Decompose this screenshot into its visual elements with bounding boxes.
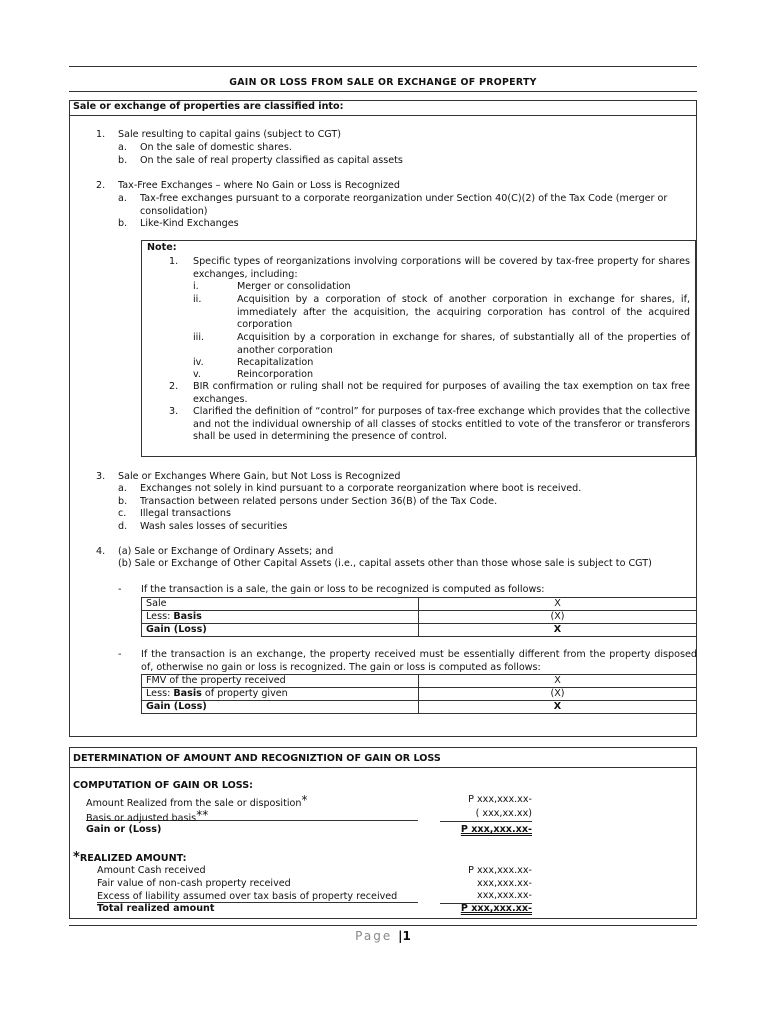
note2-mark: 2.	[169, 381, 179, 392]
determination-rule	[69, 767, 697, 768]
page-title: GAIN OR LOSS FROM SALE OR EXCHANGE OF PROPERTY	[229, 77, 537, 88]
double-asterisk-mark: **	[196, 808, 209, 822]
item1-a-text: On the sale of domestic shares.	[140, 142, 292, 153]
gain-or-loss-value: P xxx,xxx.xx-	[460, 824, 532, 835]
note3-mark: 3.	[169, 406, 179, 417]
item2-a-text: Tax-free exchanges pursuant to a corporate reorganization under Section 40(C)(2) of the Tax Code (merger or consolidation)	[140, 193, 668, 217]
page-separator: |	[398, 929, 403, 943]
table-row	[142, 701, 697, 714]
less-prefix: Less:	[146, 611, 174, 622]
item3-b-text: Transaction between related persons under Section 36(B) of the Tax Code.	[140, 496, 498, 507]
item3-d-text: Wash sales losses of securities	[140, 521, 288, 532]
exchange-gain-loss-label: Gain (Loss)	[142, 701, 419, 714]
note1-mark: 1.	[169, 256, 179, 267]
amount-realized-value: P xxx,xxx.xx-	[468, 794, 532, 805]
item3-c-mark: c.	[118, 508, 127, 519]
exchange-gain-loss-value: X	[419, 701, 697, 714]
less-basis-given-value: (X)	[419, 688, 697, 701]
cash-received-label: Amount Cash received	[97, 865, 206, 876]
total-realized-value: P xxx,xxx.xx-	[460, 903, 532, 914]
sale-label: Sale	[142, 598, 419, 611]
exchange-intro: If the transaction is an exchange, the property received must be essentially different from the property disposed of, otherwise no gain or loss is recognized. The gain or loss is computed as follows:	[141, 649, 697, 673]
basis-row	[86, 808, 418, 824]
item3-a-text: Exchanges not solely in kind pursuant to a corporate reorganization where boot is received.	[140, 483, 582, 494]
heading-rule	[69, 115, 697, 116]
item2-a-mark: a.	[118, 193, 127, 204]
page-footer	[69, 930, 697, 943]
realized-heading: REALIZED AMOUNT:	[79, 853, 187, 864]
noncash-property-label: Fair value of non-cash property received	[97, 878, 291, 889]
item3-c-text: Illegal transactions	[140, 508, 231, 519]
table-row	[142, 675, 697, 688]
basis-text: Basis or adjusted basis	[86, 813, 197, 824]
basis-value: ( xxx,xx.xx)	[440, 808, 532, 822]
note1-i-text: Merger or consolidation	[237, 281, 351, 292]
note3-text: Clarified the definition of “control” for purposes of tax-free exchange which provides that the collective and not the individual ownership of all classes of stocks entitled to vote of the transferor or transferors shall be used in determining the presence of control.	[193, 406, 690, 443]
basis-word: Basis	[173, 611, 202, 622]
footer-rule	[69, 925, 697, 926]
item3-a-mark: a.	[118, 483, 127, 494]
excess-liability-value: xxx,xxx.xx-	[440, 890, 532, 904]
page-number: 1	[402, 929, 411, 943]
item4-number: 4.	[96, 546, 106, 557]
sale-computation-table	[141, 597, 697, 637]
exchange-computation-table	[141, 674, 697, 714]
item1-number: 1.	[96, 129, 106, 140]
gain-loss-label: Gain (Loss)	[142, 624, 419, 637]
cash-received-value: P xxx,xxx.xx-	[468, 865, 532, 876]
less-basis-label	[142, 611, 419, 624]
title-rule	[69, 91, 697, 92]
asterisk-mark: *	[73, 850, 80, 865]
item1-b-mark: b.	[118, 155, 128, 166]
table-row	[142, 611, 697, 624]
total-realized-label: Total realized amount	[97, 903, 215, 914]
fmv-value: X	[419, 675, 697, 688]
item2-b-mark: b.	[118, 218, 128, 229]
note1-iv-mark: iv.	[193, 357, 204, 368]
less-basis-value: (X)	[419, 611, 697, 624]
note1-ii-mark: ii.	[193, 294, 202, 305]
determination-heading: DETERMINATION OF AMOUNT AND RECOGNIZTION OF GAIN OR LOSS	[73, 753, 441, 764]
noncash-property-value: xxx,xxx.xx-	[477, 878, 532, 889]
classification-heading: Sale or exchange of properties are classified into:	[73, 101, 344, 112]
note1-v-text: Reincorporation	[237, 369, 314, 380]
item2-b-text: Like-Kind Exchanges	[140, 218, 239, 229]
gain-or-loss-label: Gain or (Loss)	[86, 824, 162, 835]
note-label: Note:	[147, 242, 177, 253]
item3-b-mark: b.	[118, 496, 128, 507]
item1-b-text: On the sale of real property classified as capital assets	[140, 155, 403, 166]
page-label: Page	[355, 929, 393, 943]
table-row	[142, 624, 697, 637]
item4-line-b: (b) Sale or Exchange of Other Capital Assets (i.e., capital assets other than those whose sale is subject to CGT)	[118, 558, 652, 569]
excess-liability-label: Excess of liability assumed over tax basis of property received	[97, 891, 418, 903]
top-rule	[69, 66, 697, 67]
note1-iii-mark: iii.	[193, 332, 205, 343]
amount-realized-text: Amount Realized from the sale or disposition	[86, 798, 302, 809]
note1-iv-text: Recapitalization	[237, 357, 314, 368]
note1-text: Specific types of reorganizations involving corporations will be covered by tax-free property for shares exchanges, including:	[193, 256, 690, 280]
less-basis-given-label	[142, 688, 419, 701]
item4-line-a: (a) Sale or Exchange of Ordinary Assets; and	[118, 546, 334, 557]
note1-iii-text: Acquisition by a corporation in exchange for shares, of substantially all of the properties of another corporation	[237, 332, 690, 356]
basis-suffix: of property given	[201, 688, 288, 699]
item3-d-mark: d.	[118, 521, 128, 532]
computation-heading: COMPUTATION OF GAIN OR LOSS:	[73, 780, 254, 791]
asterisk-mark: *	[301, 793, 308, 807]
sale-dash: -	[118, 584, 122, 595]
item1-text: Sale resulting to capital gains (subject to CGT)	[118, 129, 341, 140]
less-prefix: Less:	[146, 688, 174, 699]
table-row	[142, 688, 697, 701]
item1-a-mark: a.	[118, 142, 127, 153]
item3-text: Sale or Exchanges Where Gain, but Not Loss is Recognized	[118, 471, 401, 482]
item3-number: 3.	[96, 471, 106, 482]
note2-text: BIR confirmation or ruling shall not be required for purposes of availing the tax exemption on tax free exchanges.	[193, 381, 690, 405]
note1-i-mark: i.	[193, 281, 199, 292]
gain-loss-value: X	[419, 624, 697, 637]
exchange-dash: -	[118, 649, 122, 660]
sale-value: X	[419, 598, 697, 611]
item2-text: Tax-Free Exchanges – where No Gain or Loss is Recognized	[118, 180, 401, 191]
note1-v-mark: v.	[193, 369, 201, 380]
fmv-label: FMV of the property received	[142, 675, 419, 688]
item2-number: 2.	[96, 180, 106, 191]
note1-ii-text: Acquisition by a corporation of stock of another corporation in exchange for shares, if, immediately after the acquisition, the acquiring corporation has control of the acquired corporation	[237, 294, 690, 331]
realized-heading-row	[73, 852, 186, 866]
basis-word: Basis	[173, 688, 202, 699]
sale-intro: If the transaction is a sale, the gain or loss to be recognized is computed as follows:	[141, 584, 545, 595]
table-row	[142, 598, 697, 611]
